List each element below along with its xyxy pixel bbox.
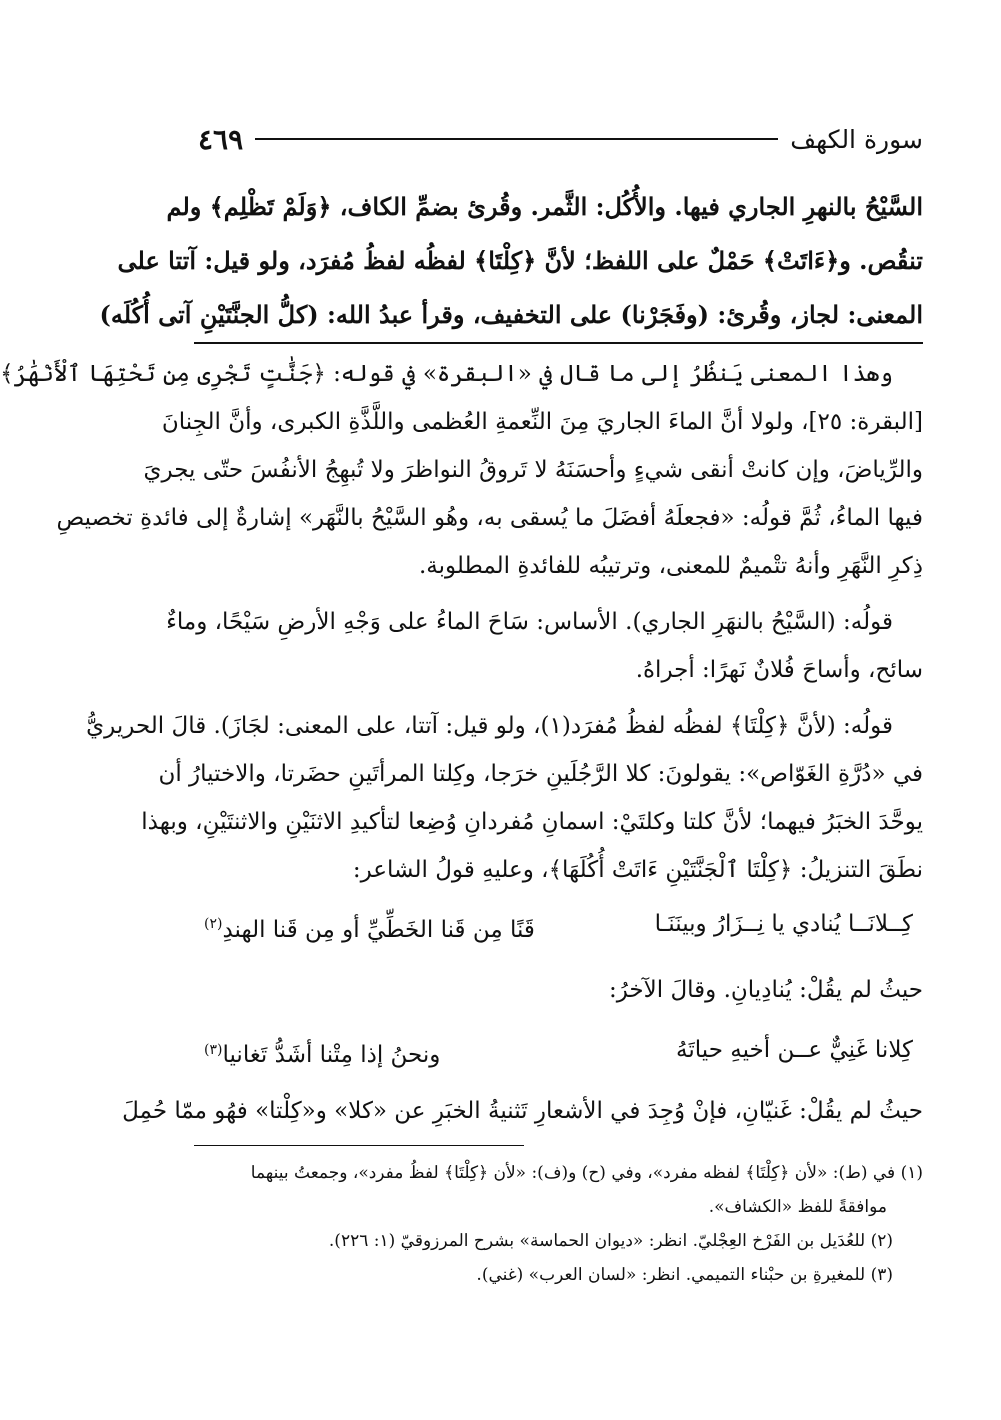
poem-verse	[194, 894, 923, 960]
commentary-line: يوحَّدَ الخبَرُ فيهما؛ لأنَّ كلتا وكلتَيْ: اسمانِ مُفردانِ وُضِعا لتأكيدِ الاثنَيْنِ والاثنتَيْنِ، وبهذا	[141, 809, 923, 835]
commentary-line: فيها الماءُ، ثُمَّ قولُه: «فجعلَهُ أفضَلَ ما يُسقى به، وهُو السَّيْحُ بالنَّهَر» إشارةٌ إلى فائدةِ تخصيصِ	[56, 505, 923, 531]
poem	[194, 894, 923, 1085]
commentary-line: [البقرة: ٢٥]، ولولا أنَّ الماءَ الجاريَ مِنَ النِّعمةِ العُظمى واللَّذَّةِ الكبرى، وأنَّ الجِنانَ	[161, 409, 923, 435]
commentary-line: قولُه: (لأنَّ ﴿كِلْتَا﴾ لفظُه لفظُ مُفرَد(١)، ولو قيل: آتتا، على المعنى: لجَازَ). قالَ الحريريُّ	[86, 713, 893, 739]
footnote-marker: (٢)	[204, 916, 223, 932]
footnote-2: (٢) للعُدَيل بن الفَرْخ العِجْليّ. انظر: «ديوان الحماسة» بشرح المرزوقيّ (١: ٢٢٦).	[328, 1231, 893, 1251]
page-number: ٤٦٩	[198, 122, 244, 156]
footnote-1-continuation: موافقةً للفظ «الكشاف».	[708, 1197, 887, 1217]
footnote-1: (١) في (ط): «لأن ﴿كِلْتَا﴾ لفظه مفرد»، وفي (ح) و(ف): «لأن ﴿كِلْتَا﴾ لفظُ مفرد»، وجمعتُ بينهما	[250, 1163, 923, 1183]
verse-second-hemistich-text: ونحنُ إذا مِتْنا أشَدُّ تَغانيا	[222, 1042, 441, 1069]
main-text-line: تنقُص. و﴿ءَاتَتْ﴾ حَمْلٌ على اللفظ؛ لأنَّ ﴿كِلْتَا﴾ لفظُه لفظُ مُفرَد، ولو قيل: آتتا على	[117, 246, 923, 275]
verse-second-hemistich	[204, 1020, 440, 1086]
surah-title: سورة الكهف	[790, 124, 923, 154]
commentary-line: حيثُ لم يقُلْ: يُنادِيانِ. وقالَ الآخرُ:	[608, 976, 923, 1003]
verse-second-hemistich-text: قَنًا مِن قَنا الخَطِّيِّ أو مِن قَنا الهندِ	[222, 916, 535, 943]
commentary-paragraph	[166, 598, 923, 694]
main-text	[99, 180, 923, 342]
commentary-line: والرِّياضَ، وإن كانتْ أنقى شيءٍ وأحسَنَهُ لا تَروقُ النواظرَ ولا تُبهِجُ الأنفُسَ حتّى يجريَ	[143, 457, 923, 483]
commentary-line: قولُه: (السَّيْحُ بالنهَرِ الجاري). الأساس: سَاحَ الماءُ على وَجْهِ الأرضِ سَيْحًا، وماءٌ	[166, 609, 893, 635]
main-text-divider	[194, 342, 923, 344]
commentary-line: حيثُ لم يقُلْ: غَنيّانِ، فإنْ وُجِدَ في الأشعارِ تَثنيةُ الخبَرِ عن «كلا» و«كِلْتا» فهُو ممّا حُمِلَ	[122, 1098, 923, 1125]
footnotes	[194, 1156, 923, 1292]
footnote-marker: (٣)	[204, 1041, 223, 1058]
footnote-rule	[194, 1145, 524, 1146]
footnote-3: (٣) للمغيرةِ بن حبْناء التميمي. انظر: «لسان العرب» (غني).	[476, 1265, 893, 1285]
header-rule	[255, 138, 778, 140]
commentary	[0, 350, 923, 1137]
commentary-line: سائح، وأساحَ فُلانٌ نَهرًا: أجراهُ.	[635, 657, 923, 683]
commentary-paragraph	[0, 350, 923, 590]
commentary-paragraph	[86, 702, 923, 894]
commentary-line: نطَقَ التنزيلُ: ﴿كِلْتَا ٱلْجَنَّتَيْنِ ءَاتَتْ أُكُلَهَا﴾، وعليهِ قولُ الشاعر:	[352, 857, 923, 883]
verse-first-hemistich: كِــلانَــا يُنادي يا نِــزَارُ وبينَنَـا	[654, 911, 913, 937]
verse-second-hemistich	[204, 894, 535, 960]
main-text-line: المعنى: لجاز، وقُرئ: (وفَجَرْنا) على التخفيف، وقرأ عبدُ الله: (كلُّ الجنَّتَيْنِ آتى أُكُلَه)	[99, 300, 923, 329]
commentary-line: ذِكرِ النَّهَرِ وأنهُ تتْميمٌ للمعنى، وترتيبُه للفائدةِ المطلوبة.	[418, 553, 923, 579]
poem-verse	[194, 1020, 923, 1086]
page-header	[198, 116, 923, 162]
verse-first-hemistich: كِلانا غَنِيٌّ عــن أخيهِ حياتَهُ	[676, 1036, 913, 1063]
commentary-line: وهذا المعنى يَنظُرُ إلى ما قال في «البقرة» في قوله: ﴿جَنَّٰتٍ تَجْرِى مِن تَحْتِهَا ٱلْأَنْهَٰرُ﴾	[0, 361, 893, 387]
commentary-line: في «دُرَّةِ الغَوّاص»: يقولونَ: كلا الرَّجُلَينِ خرَجا، وكِلتا المرأتَينِ حضَرتا، والاختيارُ أن	[158, 761, 923, 787]
main-text-line: السَّيْحُ بالنهرِ الجاري فيها. والأُكُل: الثَّمر. وقُرئ بضمِّ الكاف، ﴿وَلَمْ تَظْلِم﴾ ولم	[166, 192, 923, 221]
